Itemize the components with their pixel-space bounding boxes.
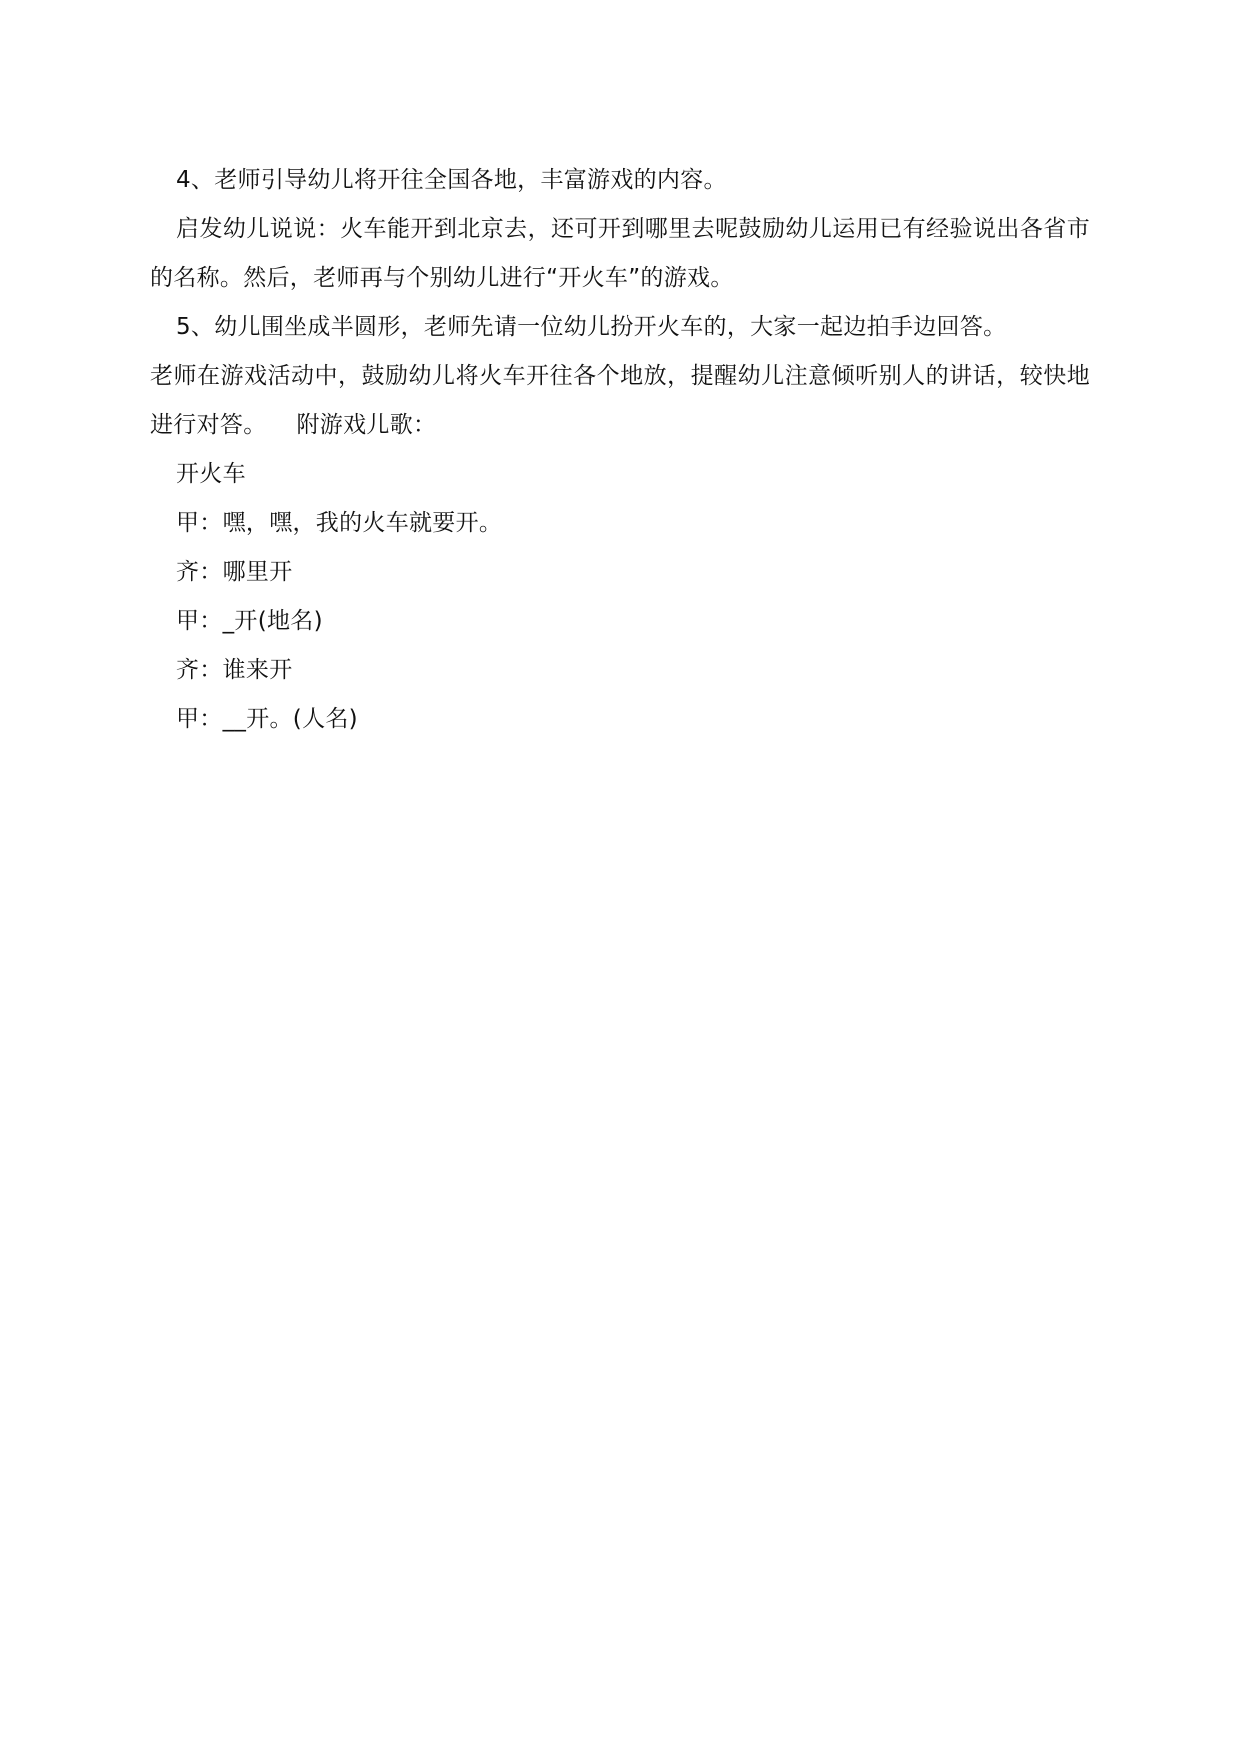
paragraph-step-4: 4、老师引导幼儿将开往全国各地，丰富游戏的内容。 [176,167,727,193]
paragraph-teacher-guidance [150,352,1090,450]
song-line: 甲：嘿，嘿，我的火车就要开。 [176,510,503,536]
song-line: 齐：谁来开 [176,657,293,683]
song-intro-text: 附游戏儿歌： [296,412,437,438]
document-body [150,156,1090,744]
teacher-guidance-text: 老师在游戏活动中，鼓励幼儿将火车开往各个地放，提醒幼儿注意倾听别人的讲话，较快地进行对答。 [150,363,1090,438]
song-line: 甲：__开。(人名) [176,706,358,732]
paragraph-step-5: 5、幼儿围坐成半圆形，老师先请一位幼儿扮开火车的，大家一起边拍手边回答。 [176,314,1007,340]
song-line: 甲：_开(地名) [176,608,323,634]
song-title: 开火车 [176,461,246,487]
song-line: 齐：哪里开 [176,559,293,585]
paragraph-prompt-children: 启发幼儿说说：火车能开到北京去，还可开到哪里去呢鼓励幼儿运用已有经验说出各省市的名称。然后，老师再与个别幼儿进行“开火车”的游戏。 [150,216,1090,291]
